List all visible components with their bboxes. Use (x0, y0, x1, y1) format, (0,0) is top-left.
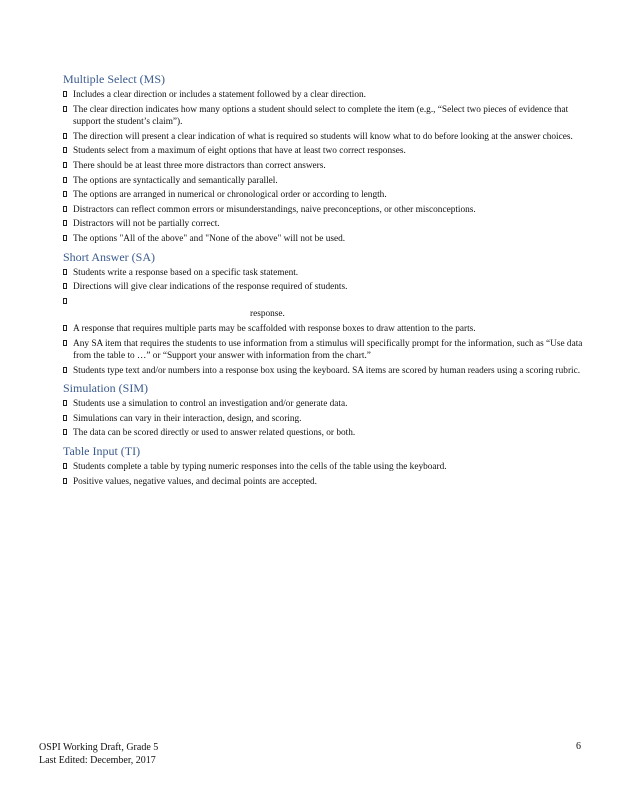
list-item (63, 145, 583, 158)
list-item (63, 104, 583, 129)
list-item-text: Directions will give clear indications of the response required of students. (73, 282, 348, 293)
document-body (63, 72, 583, 492)
section-title: Multiple Select (MS) (63, 72, 165, 86)
list-item-text: Includes a clear direction or includes a statement followed by a clear direction. (73, 90, 366, 100)
bullet-list (63, 398, 583, 440)
list-item (63, 218, 583, 231)
section-title: Short Answer (SA) (63, 249, 155, 264)
list-item-text: The options are arranged in numerical or chronological order or according to length. (73, 190, 387, 201)
list-item (63, 267, 583, 280)
page-number: 6 (576, 741, 581, 752)
bullet-icon (63, 400, 67, 406)
bullet-icon (63, 367, 67, 373)
list-item-text: Students write a response based on a specific task statement. (73, 267, 299, 278)
bullet-icon (63, 463, 67, 469)
list-item-text: The direction will present a clear indication of what is required so students will know what to do before looking at the answer choices. (73, 131, 573, 142)
list-item (63, 413, 583, 426)
list-item-text: Students type text and/or numbers into a response box using the keyboard. SA items are scored by human readers using a scoring rubric. (73, 365, 581, 376)
bullet-icon (63, 162, 67, 168)
section-title: Table Input (TI) (63, 444, 141, 459)
page-footer (39, 741, 158, 767)
list-item (63, 476, 583, 489)
list-item (63, 398, 583, 411)
bullet-icon (63, 269, 67, 275)
bullet-icon (63, 478, 67, 484)
list-item-text: Positive values, negative values, and decimal points are accepted. (73, 476, 317, 487)
bullet-icon (63, 206, 67, 212)
list-item-text: Distractors will not be partially correct. (73, 219, 220, 230)
bullet-list (63, 89, 583, 246)
list-item-text: Any SA item that requires the students to use information from a stimulus will specifically prompt for the information, such as “Use data from the table to …” or “Support your answer with information from the chart.” (73, 338, 583, 362)
bullet-icon (63, 147, 67, 153)
section-short-answer (63, 250, 583, 378)
bullet-icon (63, 191, 67, 197)
section-title: Simulation (SIM) (63, 381, 149, 396)
bullet-list (63, 461, 583, 488)
bullet-icon (63, 325, 67, 331)
list-item-text: The data can be scored directly or used to answer related questions, or both. (73, 428, 356, 439)
list-item (63, 204, 583, 217)
list-item-text: The options "All of the above" and "None of the above" will not be used. (73, 233, 346, 244)
bullet-icon (63, 133, 67, 139)
footer-edited-date: Last Edited: December, 2017 (39, 755, 156, 766)
list-item-text: The clear direction indicates how many options a student should select to complete the item (e.g., “Select two pieces of evidence that support the student’s claim”). (73, 104, 569, 128)
list-item (63, 175, 583, 188)
list-item (63, 160, 583, 173)
list-item (63, 461, 583, 474)
stray-text: response. (250, 309, 285, 320)
bullet-icon (63, 177, 67, 183)
bullet-icon (63, 106, 67, 112)
list-item (63, 233, 583, 246)
bullet-icon (63, 283, 67, 289)
bullet-icon (63, 298, 67, 304)
list-item-text: Students use a simulation to control an investigation and/or generate data. (73, 399, 348, 410)
section-multiple-select (63, 72, 583, 246)
bullet-list (63, 267, 583, 378)
section-simulation (63, 381, 583, 440)
list-item-text: There should be at least three more distractors than correct answers. (73, 160, 326, 171)
list-item (63, 365, 583, 378)
list-item (63, 323, 583, 336)
list-item-text: Distractors can reflect common errors or misunderstandings, naive preconceptions, or other misconceptions. (73, 204, 476, 215)
bullet-icon (63, 91, 67, 97)
list-item (63, 427, 583, 440)
list-item-text: Students select from a maximum of eight options that have at least two correct responses. (73, 146, 406, 157)
bullet-icon (63, 429, 67, 435)
list-item (63, 89, 583, 102)
bullet-icon (63, 235, 67, 241)
bullet-icon (63, 340, 67, 346)
list-item-text: A response that requires multiple parts may be scaffolded with response boxes to draw attention to the parts. (73, 323, 476, 334)
section-table-input (63, 444, 583, 488)
list-item (63, 296, 583, 321)
list-item-text: The options are syntactically and semantically parallel. (73, 175, 278, 186)
list-item (63, 131, 583, 144)
list-item (63, 281, 583, 294)
bullet-icon (63, 220, 67, 226)
list-item (63, 189, 583, 202)
list-item (63, 338, 583, 363)
list-item-text: Simulations can vary in their interaction, design, and scoring. (73, 413, 302, 424)
list-item-text: Students complete a table by typing numeric responses into the cells of the table using the keyboard. (73, 462, 447, 473)
footer-draft-label: OSPI Working Draft, Grade 5 (39, 742, 159, 753)
bullet-icon (63, 415, 67, 421)
